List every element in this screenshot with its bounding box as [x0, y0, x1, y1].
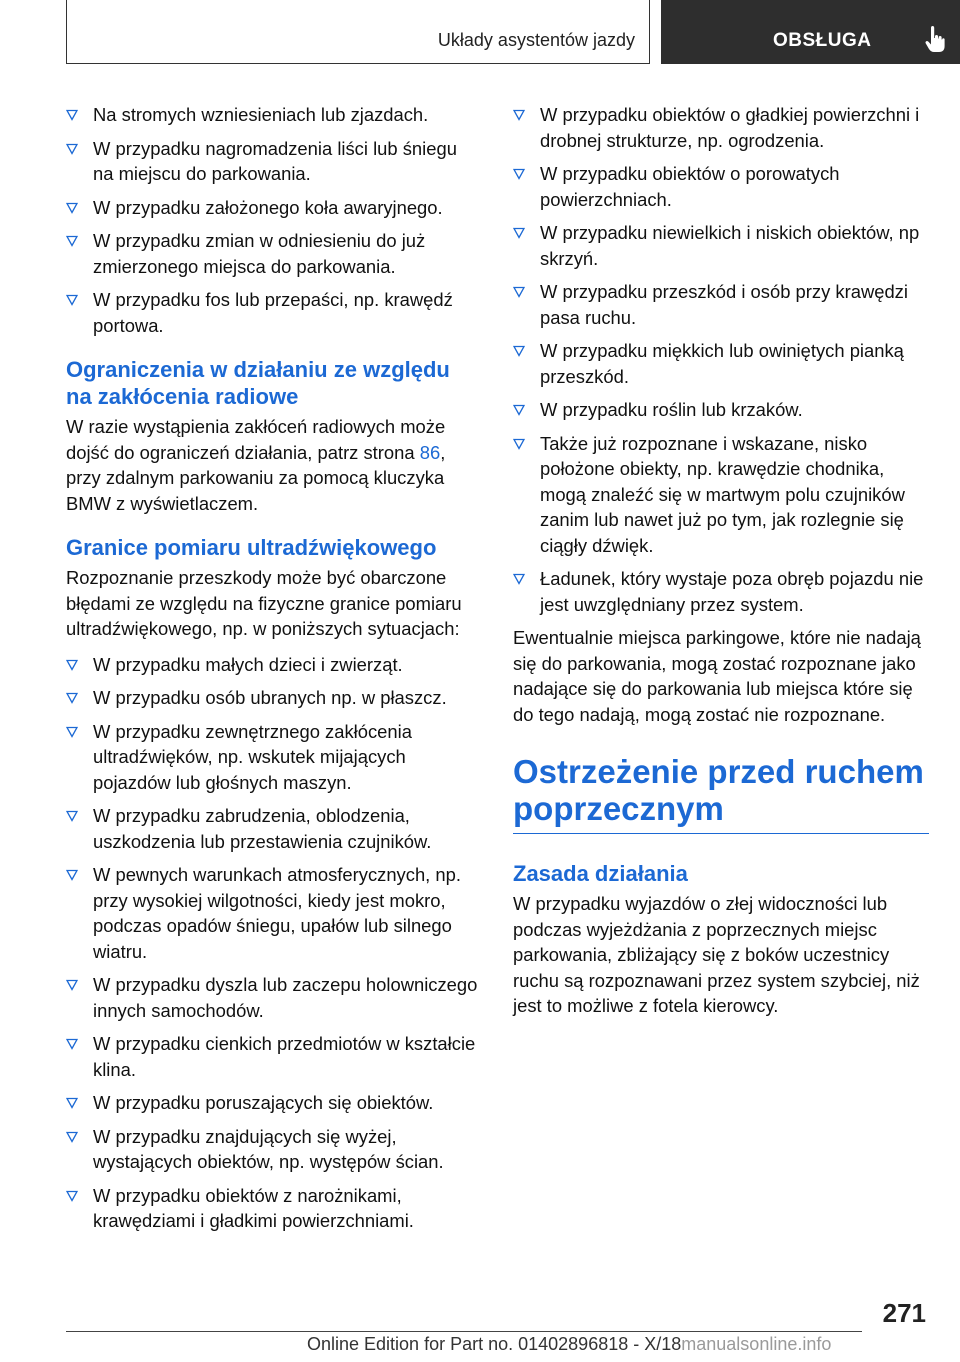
section-tab[interactable]	[661, 0, 960, 64]
bullet-triangle-icon	[66, 109, 78, 121]
bullet-triangle-icon	[66, 1038, 78, 1050]
bullet-triangle-icon	[513, 345, 525, 357]
right-column	[513, 102, 929, 1029]
list-item: W przypadku osób ubranych np. w płaszcz.	[66, 685, 480, 711]
list-item: W przypadku założonego koła awaryjnego.	[66, 195, 480, 221]
bullet-triangle-icon	[513, 168, 525, 180]
bullet-triangle-icon	[66, 726, 78, 738]
list-item: W przypadku zabrudzenia, oblodzenia, uszkodzenia lub przestawienia czujników.	[66, 803, 480, 854]
bullet-triangle-icon	[66, 235, 78, 247]
principle-text: W przypadku wyjazdów o złej widoczności lub podczas wyjeżdżania z poprzecznych miejsc parkowania, zbliżający się z boków uczestnicy ruchu są rozpoznawani przez system szybciej, niż jest to możliwe z fotela kierowcy.	[513, 893, 920, 1016]
list-item: Także już rozpoznane i wskazane, nisko położone obiekty, np. krawędzie chodnika, mogą znaleźć się w martwym polu czujników zanim lub nawet już po tym, jak rozlegnie się ciągły dźwięk.	[513, 431, 929, 559]
bullet-triangle-icon	[513, 109, 525, 121]
list-item: W przypadku cienkich przedmiotów w kształcie klina.	[66, 1031, 480, 1082]
list-item: W przypadku zewnętrznego zakłócenia ultradźwięków, np. wskutek mijających pojazdów lub głośnych maszyn.	[66, 719, 480, 796]
list-item: W przypadku fos lub przepaści, np. krawędź portowa.	[66, 287, 480, 338]
footer-watermark: manualsonline.info	[681, 1334, 832, 1354]
bullet-triangle-icon	[66, 869, 78, 881]
list-item: W przypadku obiektów z narożnikami, krawędziami i gładkimi powierzchniami.	[66, 1183, 480, 1234]
bullet-triangle-icon	[66, 810, 78, 822]
principle-heading: Zasada działania	[513, 861, 688, 886]
page-reference-link[interactable]: 86	[419, 441, 441, 463]
radio-limitations-heading: Ograniczenia w działaniu ze względu na zakłócenia radiowe	[66, 357, 450, 409]
section-title: Ostrzeżenie przed ruchem poprzecznym	[513, 753, 929, 834]
list-item: W przypadku dyszla lub zaczepu holowniczego innych samochodów.	[66, 972, 480, 1023]
hand-pointer-icon	[925, 26, 945, 54]
list-item: W przypadku obiektów o gładkiej powierzchni i drobnej strukturze, np. ogrodzenia.	[513, 102, 929, 153]
chapter-title: Układy asystentów jazdy	[437, 30, 635, 50]
bullet-triangle-icon	[513, 227, 525, 239]
bullet-triangle-icon	[66, 143, 78, 155]
list-ultrasonic	[66, 652, 480, 1234]
list-item: W pewnych warunkach atmosferycznych, np. przy wysokiej wilgotności, kiedy jest mokro, podczas opadów śniegu, upałów lub silnego wiatru.	[66, 862, 480, 964]
bullet-triangle-icon	[513, 286, 525, 298]
list-item: Na stromych wzniesieniach lub zjazdach.	[66, 102, 480, 128]
bullet-triangle-icon	[513, 438, 525, 450]
list-item: W przypadku poruszających się obiektów.	[66, 1090, 480, 1116]
bullet-triangle-icon	[513, 404, 525, 416]
list-item: W przypadku przeszkód i osób przy krawędzi pasa ruchu.	[513, 279, 929, 330]
bullet-triangle-icon	[513, 573, 525, 585]
bullet-triangle-icon	[66, 979, 78, 991]
list-item: W przypadku miękkich lub owiniętych pianką przeszkód.	[513, 338, 929, 389]
section-tab-label: OBSŁUGA	[773, 30, 872, 51]
footer-divider	[66, 1331, 862, 1332]
parking-spaces-text: Ewentualnie miejsca parkingowe, które nie nadają się do parkowania, mogą zostać rozpoznane jako nadające się do parkowania lub miejsca które się do tego nadają, mogą zostać nie rozpoznane.	[513, 627, 921, 725]
ultrasonic-limits-text: Rozpoznanie przeszkody może być obarczone błędami ze względu na fizyczne granice pomiaru ultradźwiękowego, np. w poniższych sytuacjach:	[66, 567, 462, 639]
list-left-top	[66, 102, 480, 338]
list-item: W przypadku zmian w odniesieniu do już zmierzonego miejsca do parkowania.	[66, 228, 480, 279]
footer-edition: Online Edition for Part no. 01402896818 - X/18manualsonline.info	[307, 1334, 832, 1354]
bullet-triangle-icon	[66, 202, 78, 214]
bullet-triangle-icon	[66, 1131, 78, 1143]
list-item: W przypadku małych dzieci i zwierząt.	[66, 652, 480, 678]
bullet-triangle-icon	[66, 294, 78, 306]
bullet-triangle-icon	[66, 1097, 78, 1109]
list-item: Ładunek, który wystaje poza obręb pojazdu nie jest uwzględniany przez system.	[513, 566, 929, 617]
bullet-triangle-icon	[66, 692, 78, 704]
page-number: 271	[882, 1298, 926, 1328]
list-item: W przypadku roślin lub krzaków.	[513, 397, 929, 423]
ultrasonic-limits-heading: Granice pomiaru ultradźwiękowego	[66, 535, 437, 560]
list-item: W przypadku nagromadzenia liści lub śniegu na miejscu do parkowania.	[66, 136, 480, 187]
radio-limitations-text: W razie wystąpienia zakłóceń radiowych może dojść do ograniczeń działania, patrz strona 86, przy zdalnym parkowaniu za pomocą kluczyka BMW z wyświetlaczem.	[66, 416, 446, 514]
list-right	[513, 102, 929, 617]
list-item: W przypadku znajdujących się wyżej, wystających obiektów, np. występów ścian.	[66, 1124, 480, 1175]
list-item: W przypadku niewielkich i niskich obiektów, np skrzyń.	[513, 220, 929, 271]
list-item: W przypadku obiektów o porowatych powierzchniach.	[513, 161, 929, 212]
header-chapter-box	[66, 0, 650, 64]
bullet-triangle-icon	[66, 659, 78, 671]
left-column	[66, 102, 480, 1242]
bullet-triangle-icon	[66, 1190, 78, 1202]
